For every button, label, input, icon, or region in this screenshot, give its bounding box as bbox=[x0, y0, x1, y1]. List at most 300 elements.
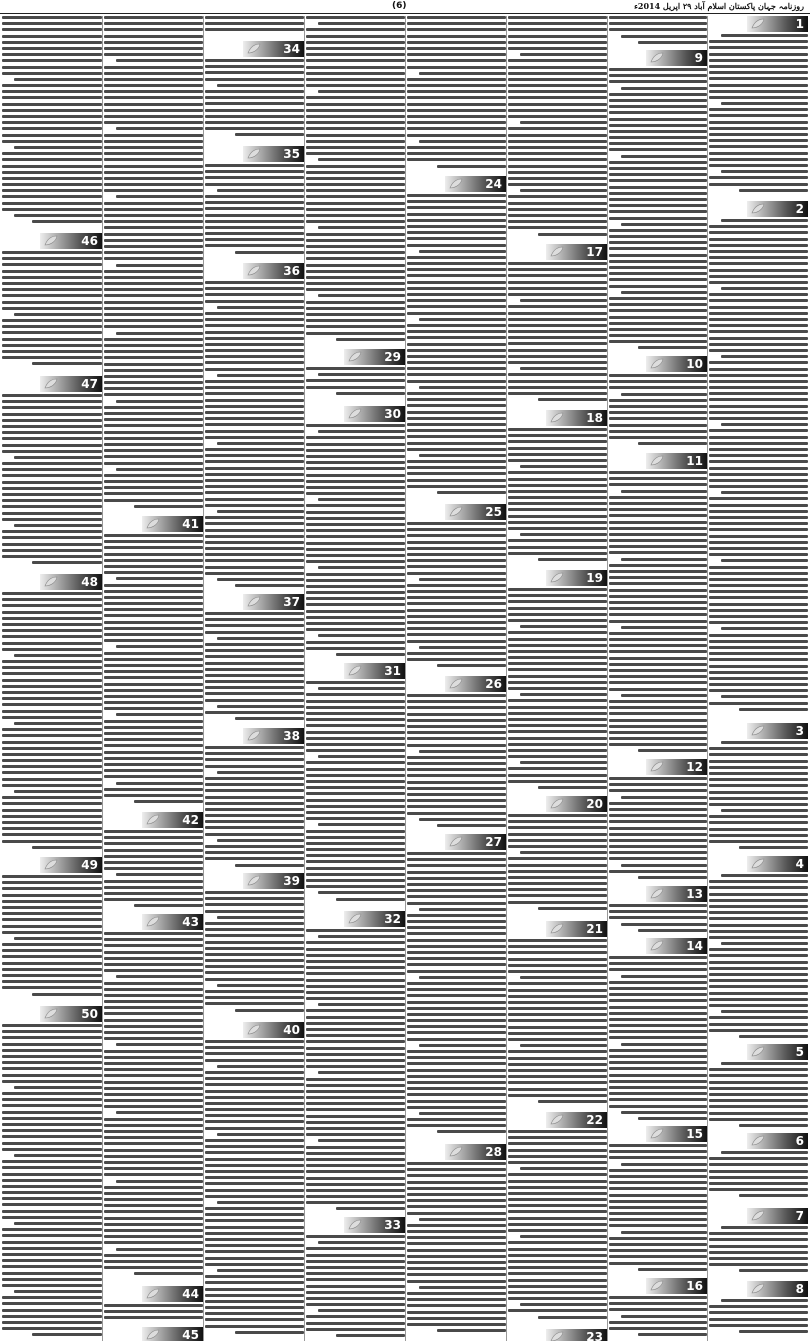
text-line bbox=[104, 1136, 203, 1139]
text-line bbox=[407, 902, 506, 905]
text-line bbox=[709, 528, 808, 531]
text-line bbox=[2, 962, 102, 965]
text-line bbox=[104, 1031, 203, 1034]
text-line bbox=[709, 244, 808, 247]
text-line bbox=[104, 689, 203, 692]
text-line bbox=[306, 449, 405, 452]
text-line bbox=[306, 1266, 405, 1269]
text-line bbox=[609, 272, 707, 275]
text-line bbox=[306, 693, 405, 696]
article-text bbox=[609, 374, 707, 451]
text-line bbox=[508, 440, 607, 443]
text-line bbox=[609, 303, 707, 306]
text-line bbox=[205, 674, 304, 677]
text-line bbox=[104, 614, 203, 617]
text-line bbox=[520, 976, 607, 979]
text-line bbox=[104, 152, 203, 155]
text-line bbox=[609, 620, 707, 623]
text-line bbox=[2, 462, 102, 465]
text-line bbox=[508, 656, 607, 659]
text-line bbox=[205, 758, 304, 761]
text-line bbox=[205, 380, 304, 383]
text-line bbox=[508, 478, 607, 481]
text-line bbox=[709, 1023, 808, 1026]
text-line bbox=[609, 1255, 707, 1258]
text-line bbox=[609, 1144, 707, 1147]
text-line bbox=[235, 717, 304, 720]
text-line bbox=[2, 270, 102, 273]
text-line bbox=[205, 746, 304, 749]
leaf-ornament-icon bbox=[44, 378, 58, 389]
text-line bbox=[205, 176, 304, 179]
text-line bbox=[2, 660, 102, 663]
text-line bbox=[520, 121, 607, 124]
item-number-32 bbox=[344, 911, 405, 927]
article-text bbox=[205, 746, 304, 871]
text-line bbox=[508, 864, 607, 867]
text-line bbox=[205, 624, 304, 627]
text-line bbox=[609, 564, 707, 567]
text-line bbox=[306, 1189, 405, 1192]
text-line bbox=[407, 281, 506, 284]
text-line bbox=[508, 103, 607, 106]
text-line bbox=[609, 105, 707, 108]
text-line bbox=[709, 40, 808, 43]
text-line bbox=[306, 1084, 405, 1087]
text-line bbox=[104, 1310, 203, 1313]
text-line bbox=[104, 1074, 203, 1077]
text-line bbox=[709, 1170, 808, 1173]
text-line bbox=[2, 666, 102, 669]
text-line bbox=[407, 1292, 506, 1295]
text-line bbox=[508, 471, 607, 474]
text-line bbox=[609, 820, 707, 823]
text-line bbox=[205, 618, 304, 621]
text-line bbox=[205, 1096, 304, 1099]
text-line bbox=[104, 47, 203, 50]
text-line bbox=[306, 78, 405, 81]
text-line bbox=[2, 1173, 102, 1176]
text-line bbox=[116, 468, 203, 471]
text-line bbox=[609, 1327, 707, 1330]
text-line bbox=[407, 47, 506, 50]
article-text bbox=[508, 814, 607, 919]
text-line bbox=[14, 937, 102, 940]
text-line bbox=[407, 90, 506, 93]
text-line bbox=[709, 250, 808, 253]
article-text bbox=[609, 777, 707, 884]
text-line bbox=[638, 876, 707, 879]
text-line bbox=[709, 541, 808, 544]
text-line bbox=[104, 1056, 203, 1059]
text-line bbox=[306, 461, 405, 464]
text-line bbox=[205, 1108, 304, 1111]
text-line bbox=[205, 1158, 304, 1161]
text-line bbox=[709, 797, 808, 800]
text-line bbox=[2, 16, 102, 19]
text-line bbox=[205, 922, 304, 925]
item-number-3 bbox=[747, 723, 808, 739]
text-line bbox=[508, 386, 607, 389]
text-line bbox=[407, 762, 506, 765]
text-line bbox=[508, 1229, 607, 1232]
text-line bbox=[306, 681, 405, 684]
text-line bbox=[407, 877, 506, 880]
text-line bbox=[306, 792, 405, 795]
text-line bbox=[2, 127, 102, 130]
text-line bbox=[508, 361, 607, 364]
leaf-ornament-icon bbox=[44, 859, 58, 870]
text-line bbox=[407, 262, 506, 265]
article-text bbox=[104, 1304, 203, 1325]
text-line bbox=[407, 1224, 506, 1227]
article-text bbox=[709, 741, 808, 854]
text-line bbox=[609, 142, 707, 145]
text-line bbox=[2, 512, 102, 515]
text-line bbox=[2, 195, 102, 198]
text-line bbox=[205, 201, 304, 204]
text-line bbox=[306, 597, 405, 600]
text-line bbox=[709, 522, 808, 525]
text-line bbox=[205, 802, 304, 805]
text-line bbox=[508, 502, 607, 505]
text-line bbox=[508, 324, 607, 327]
leaf-ornament-icon bbox=[247, 1024, 261, 1035]
text-line bbox=[538, 907, 607, 910]
text-line bbox=[609, 118, 707, 121]
text-line bbox=[407, 1187, 506, 1190]
text-line bbox=[407, 1081, 506, 1084]
text-line bbox=[104, 849, 203, 852]
text-line bbox=[407, 1168, 506, 1171]
item-number-34 bbox=[243, 41, 304, 57]
text-line bbox=[104, 307, 203, 310]
text-line bbox=[709, 454, 808, 457]
item-number-label: 23 bbox=[586, 1330, 603, 1341]
article-text bbox=[508, 428, 607, 568]
item-number-42 bbox=[142, 812, 203, 828]
text-line bbox=[609, 1175, 707, 1178]
text-line bbox=[508, 262, 607, 265]
text-line bbox=[2, 974, 102, 977]
text-line bbox=[2, 171, 102, 174]
item-number-17 bbox=[546, 244, 607, 260]
text-line bbox=[407, 1007, 506, 1010]
text-line bbox=[104, 898, 203, 901]
item-number-39 bbox=[243, 873, 304, 889]
item-number-label: 17 bbox=[586, 245, 603, 259]
text-line bbox=[407, 392, 506, 395]
text-line bbox=[104, 794, 203, 797]
text-line bbox=[104, 855, 203, 858]
text-line bbox=[709, 553, 808, 556]
item-number-label: 6 bbox=[795, 1134, 804, 1148]
text-line bbox=[709, 497, 808, 500]
text-line bbox=[2, 22, 102, 25]
text-line bbox=[2, 325, 102, 328]
text-line bbox=[709, 1068, 808, 1071]
text-line bbox=[205, 1090, 304, 1093]
text-line bbox=[508, 158, 607, 161]
text-line bbox=[508, 1204, 607, 1207]
text-line bbox=[407, 731, 506, 734]
article-text bbox=[2, 1024, 102, 1341]
text-line bbox=[609, 527, 707, 530]
text-line bbox=[419, 578, 506, 581]
text-line bbox=[104, 1210, 203, 1213]
text-line bbox=[721, 170, 808, 173]
text-line bbox=[508, 1136, 607, 1139]
text-line bbox=[407, 640, 506, 643]
text-line bbox=[104, 565, 203, 568]
text-line bbox=[638, 346, 707, 349]
text-line bbox=[205, 699, 304, 702]
text-line bbox=[407, 22, 506, 25]
text-line bbox=[2, 728, 102, 731]
text-line bbox=[2, 765, 102, 768]
text-line bbox=[306, 72, 405, 75]
text-line bbox=[609, 777, 707, 780]
text-line bbox=[609, 904, 707, 907]
text-line bbox=[2, 1117, 102, 1120]
text-line bbox=[709, 652, 808, 655]
text-line bbox=[739, 846, 808, 849]
text-line bbox=[2, 183, 102, 186]
text-line bbox=[2, 344, 102, 347]
text-line bbox=[318, 22, 405, 25]
item-number-7 bbox=[747, 1208, 808, 1224]
text-line bbox=[709, 121, 808, 124]
text-line bbox=[508, 607, 607, 610]
text-line bbox=[306, 1315, 405, 1318]
text-line bbox=[104, 1204, 203, 1207]
text-line bbox=[609, 1200, 707, 1203]
text-line bbox=[709, 1157, 808, 1160]
text-line bbox=[217, 637, 304, 640]
text-line bbox=[104, 676, 203, 679]
text-line bbox=[609, 417, 707, 420]
text-line bbox=[609, 179, 707, 182]
item-number-label: 15 bbox=[686, 1127, 703, 1141]
text-line bbox=[508, 650, 607, 653]
text-line bbox=[407, 541, 506, 544]
text-line bbox=[407, 1013, 506, 1016]
text-line bbox=[217, 705, 304, 708]
text-line bbox=[306, 1297, 405, 1300]
text-line bbox=[2, 165, 102, 168]
text-line bbox=[306, 443, 405, 446]
article-text bbox=[609, 956, 707, 1124]
text-line bbox=[709, 815, 808, 818]
text-line bbox=[306, 66, 405, 69]
leaf-ornament-icon bbox=[44, 1008, 58, 1019]
text-line bbox=[2, 1092, 102, 1095]
text-line bbox=[520, 465, 607, 468]
text-line bbox=[520, 367, 607, 370]
text-line bbox=[609, 601, 707, 604]
text-line bbox=[508, 1260, 607, 1263]
text-line bbox=[306, 706, 405, 709]
text-line bbox=[508, 1254, 607, 1257]
text-line bbox=[407, 1093, 506, 1096]
text-line bbox=[609, 1156, 707, 1159]
text-line bbox=[609, 607, 707, 610]
text-line bbox=[104, 28, 203, 31]
item-number-label: 45 bbox=[182, 1328, 199, 1341]
text-line bbox=[508, 724, 607, 727]
text-line bbox=[2, 1265, 102, 1268]
article-text bbox=[407, 1162, 506, 1341]
text-line bbox=[709, 429, 808, 432]
text-line bbox=[407, 1056, 506, 1059]
text-line bbox=[609, 1012, 707, 1015]
text-line bbox=[205, 405, 304, 408]
item-number-36 bbox=[243, 263, 304, 279]
text-line bbox=[336, 653, 405, 656]
column-rule bbox=[304, 16, 305, 1341]
text-line bbox=[205, 1312, 304, 1315]
text-line bbox=[2, 1098, 102, 1101]
text-line bbox=[721, 1062, 808, 1065]
text-line bbox=[407, 398, 506, 401]
text-line bbox=[609, 1061, 707, 1064]
text-line bbox=[306, 610, 405, 613]
text-line bbox=[306, 554, 405, 557]
text-line bbox=[14, 790, 102, 793]
text-line bbox=[508, 644, 607, 647]
text-line bbox=[508, 66, 607, 69]
text-line bbox=[205, 96, 304, 99]
text-line bbox=[407, 805, 506, 808]
text-line bbox=[306, 1247, 405, 1250]
text-line bbox=[205, 361, 304, 364]
text-line bbox=[104, 951, 203, 954]
text-line bbox=[306, 332, 405, 335]
text-line bbox=[2, 84, 102, 87]
text-line bbox=[508, 737, 607, 740]
text-line bbox=[709, 164, 808, 167]
text-line bbox=[104, 652, 203, 655]
text-line bbox=[104, 270, 203, 273]
text-line bbox=[508, 349, 607, 352]
text-line bbox=[2, 1160, 102, 1163]
text-line bbox=[104, 1093, 203, 1096]
text-line bbox=[721, 287, 808, 290]
text-line bbox=[32, 362, 102, 365]
text-line bbox=[306, 171, 405, 174]
text-line bbox=[134, 1272, 203, 1275]
text-line bbox=[104, 1192, 203, 1195]
text-line bbox=[407, 1062, 506, 1065]
column-4 bbox=[407, 16, 506, 1341]
text-line bbox=[609, 22, 707, 25]
article-text bbox=[2, 16, 102, 231]
text-line bbox=[205, 1288, 304, 1291]
text-line bbox=[419, 140, 506, 143]
text-line bbox=[638, 1117, 707, 1120]
text-line bbox=[609, 74, 707, 77]
item-number-label: 29 bbox=[384, 350, 401, 364]
text-line bbox=[520, 851, 607, 854]
text-line bbox=[104, 763, 203, 766]
text-line bbox=[2, 1043, 102, 1046]
text-line bbox=[217, 984, 304, 987]
text-line bbox=[134, 904, 203, 907]
text-line bbox=[508, 78, 607, 81]
text-line bbox=[739, 1124, 808, 1127]
item-number-label: 25 bbox=[485, 505, 502, 519]
text-line bbox=[508, 312, 607, 315]
text-line bbox=[205, 207, 304, 210]
text-line bbox=[407, 1118, 506, 1121]
text-line bbox=[306, 301, 405, 304]
text-line bbox=[407, 429, 506, 432]
text-line bbox=[2, 1315, 102, 1318]
text-line bbox=[508, 1094, 607, 1097]
item-number-31 bbox=[344, 663, 405, 679]
text-line bbox=[306, 307, 405, 310]
text-line bbox=[306, 1260, 405, 1263]
text-line bbox=[306, 492, 405, 495]
text-line bbox=[709, 77, 808, 80]
text-line bbox=[609, 968, 707, 971]
text-line bbox=[306, 1078, 405, 1081]
item-number-label: 10 bbox=[686, 357, 703, 371]
article-text bbox=[2, 394, 102, 572]
item-number-label: 35 bbox=[283, 147, 300, 161]
text-line bbox=[2, 487, 102, 490]
text-line bbox=[104, 350, 203, 353]
text-line bbox=[508, 1186, 607, 1189]
item-number-46 bbox=[40, 233, 102, 249]
item-number-label: 3 bbox=[795, 724, 804, 738]
text-line bbox=[538, 233, 607, 236]
text-line bbox=[419, 1286, 506, 1289]
text-line bbox=[407, 774, 506, 777]
text-line bbox=[2, 307, 102, 310]
text-line bbox=[104, 707, 203, 710]
text-line bbox=[104, 639, 203, 642]
text-line bbox=[2, 1030, 102, 1033]
text-line bbox=[407, 1025, 506, 1028]
text-line bbox=[104, 757, 203, 760]
text-line bbox=[407, 914, 506, 917]
text-line bbox=[306, 1121, 405, 1124]
item-number-label: 1 bbox=[795, 17, 804, 31]
text-line bbox=[508, 127, 607, 130]
text-line bbox=[407, 479, 506, 482]
text-line bbox=[709, 231, 808, 234]
text-line bbox=[709, 677, 808, 680]
text-line bbox=[306, 96, 405, 99]
text-line bbox=[205, 1257, 304, 1260]
text-line bbox=[609, 1243, 707, 1246]
text-line bbox=[205, 1182, 304, 1185]
text-line bbox=[2, 629, 102, 632]
text-line bbox=[104, 1019, 203, 1022]
text-line bbox=[407, 194, 506, 197]
text-line bbox=[407, 609, 506, 612]
text-line bbox=[709, 979, 808, 982]
text-line bbox=[318, 566, 405, 569]
text-line bbox=[407, 534, 506, 537]
leaf-ornament-icon bbox=[146, 1288, 160, 1299]
text-line bbox=[407, 324, 506, 327]
text-line bbox=[104, 208, 203, 211]
text-line bbox=[104, 1241, 203, 1244]
text-line bbox=[205, 102, 304, 105]
text-line bbox=[104, 90, 203, 93]
